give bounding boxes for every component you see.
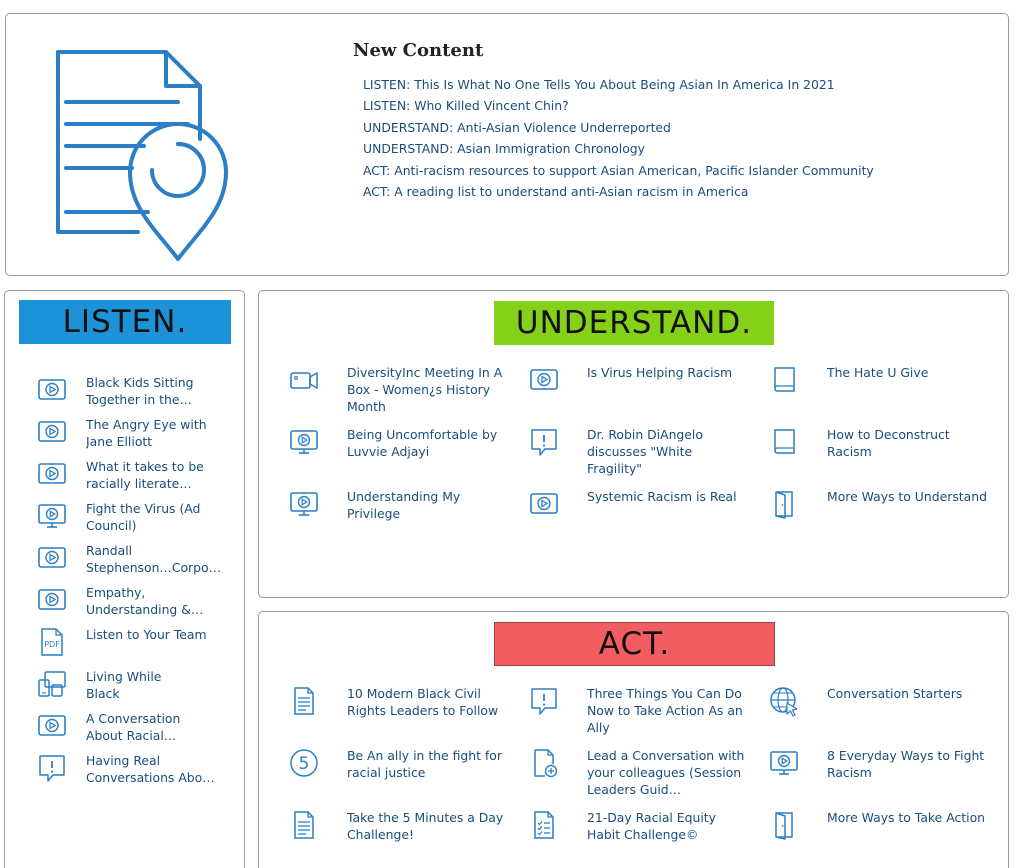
listen-item-label (86, 542, 226, 576)
listen-item-line1: Empathy, (86, 585, 146, 600)
listen-item[interactable] (36, 374, 236, 416)
listen-item-line2: Black (86, 686, 120, 701)
video-play-icon (528, 488, 560, 520)
act-banner: ACT. (494, 622, 775, 666)
act-item[interactable] (288, 685, 528, 747)
new-content-title: New Content (353, 40, 484, 61)
listen-item-line1: Listen to Your Team (86, 627, 207, 642)
globe-cursor-icon (768, 685, 800, 717)
act-item[interactable] (768, 747, 988, 809)
act-item[interactable] (528, 809, 768, 868)
act-item-label: 8 Everyday Ways to Fight Racism (827, 748, 985, 780)
listen-item-line1: The Angry Eye with (86, 417, 207, 432)
video-play-icon (36, 416, 68, 448)
monitor-play-icon (36, 500, 68, 532)
speech-alert-icon (528, 426, 560, 458)
listen-item-label (86, 668, 226, 702)
book-icon (768, 426, 800, 458)
camcorder-icon (288, 364, 320, 396)
act-item[interactable] (768, 685, 988, 747)
listen-item[interactable] (36, 626, 236, 668)
listen-item-line1: Having Real (86, 753, 161, 768)
new-content-link[interactable]: ACT: A reading list to understand anti-Asian racism in America (363, 184, 749, 200)
listen-item[interactable] (36, 542, 236, 584)
listen-item-line2: racially literate… (86, 476, 192, 491)
listen-item[interactable] (36, 668, 236, 710)
listen-item-label (86, 626, 226, 643)
number-five-icon (288, 747, 320, 779)
speech-alert-icon (36, 752, 68, 784)
new-content-list (363, 74, 874, 202)
understand-item[interactable] (528, 426, 768, 488)
listen-item[interactable] (36, 710, 236, 752)
act-grid (288, 685, 988, 868)
book-icon (768, 364, 800, 396)
new-content-link[interactable]: LISTEN: Who Killed Vincent Chin? (363, 98, 569, 114)
act-item-label: Take the 5 Minutes a Day Challenge! (347, 810, 504, 842)
act-item-label: Be An ally in the fight for racial justice (347, 748, 502, 780)
understand-item-label: Being Uncomfortable by Luvvie Adjayi (347, 427, 498, 459)
new-content-link[interactable]: ACT: Anti-racism resources to support Asian American, Pacific Islander Community (363, 162, 874, 178)
understand-item[interactable] (528, 364, 768, 426)
video-play-icon (36, 542, 68, 574)
understand-item[interactable] (768, 364, 988, 426)
understand-item[interactable] (288, 426, 528, 488)
document-add-icon (528, 747, 560, 779)
act-panel (258, 611, 1009, 868)
new-content-link[interactable]: UNDERSTAND: Anti-Asian Violence Underreported (363, 119, 671, 135)
listen-item-label (86, 710, 226, 744)
video-play-icon (528, 364, 560, 396)
listen-item[interactable] (36, 500, 236, 542)
listen-item-label (86, 374, 226, 408)
understand-item[interactable] (288, 364, 528, 426)
document-icon (288, 685, 320, 717)
listen-item[interactable] (36, 584, 236, 626)
listen-item[interactable] (36, 752, 236, 794)
document-icon (288, 809, 320, 841)
listen-banner: LISTEN. (19, 300, 231, 344)
video-play-icon (36, 374, 68, 406)
listen-item-line2: Council) (86, 518, 137, 533)
monitor-play-icon (768, 747, 800, 779)
listen-item-line1: Fight the Virus (Ad (86, 501, 201, 516)
svg-text:PDF: PDF (44, 640, 60, 649)
act-item[interactable] (528, 747, 768, 809)
video-play-icon (36, 458, 68, 490)
listen-item-line2: Together in the… (86, 392, 192, 407)
understand-item-label: Dr. Robin DiAngelo discusses "White Fragility" (587, 427, 703, 476)
listen-item-label (86, 500, 226, 534)
act-item-label: More Ways to Take Action (827, 810, 986, 825)
act-item[interactable] (288, 747, 528, 809)
listen-item-line2: Understanding &… (86, 602, 204, 617)
devices-icon (36, 668, 68, 700)
understand-item-label: DiversityInc Meeting In A Box - Women¿s History Month (347, 365, 503, 414)
listen-item-label (86, 752, 226, 786)
act-item[interactable] (528, 685, 768, 747)
understand-item-label: More Ways to Understand (827, 489, 987, 504)
act-item-label: Three Things You Can Do Now to Take Action As an Ally (587, 686, 743, 735)
checklist-icon (528, 809, 560, 841)
listen-item-line1: Randall (86, 543, 133, 558)
listen-item-line2: Jane Elliott (86, 434, 153, 449)
listen-item-line1: What it takes to be (86, 459, 204, 474)
understand-item-label: How to Deconstruct Racism (827, 427, 950, 459)
understand-item-label: The Hate U Give (827, 365, 929, 380)
monitor-play-icon (288, 488, 320, 520)
new-content-link[interactable]: LISTEN: This Is What No One Tells You About Being Asian In America In 2021 (363, 77, 835, 92)
listen-item-line2: Stephenson…Corpor… (86, 560, 226, 575)
understand-grid (288, 364, 988, 550)
act-item-label: 21-Day Racial Equity Habit Challenge© (587, 810, 716, 842)
listen-item-line2: About Racial… (86, 728, 177, 743)
listen-panel (4, 290, 245, 868)
act-item-label: 10 Modern Black Civil Rights Leaders to Follow (347, 686, 499, 718)
act-item[interactable] (288, 809, 528, 868)
listen-item-label (86, 584, 226, 618)
door-icon (768, 488, 800, 520)
act-item-label: Lead a Conversation with your colleagues (Session Leaders Guid… (587, 748, 745, 797)
listen-item-line1: Black Kids Sitting (86, 375, 194, 390)
new-content-panel (5, 13, 1009, 276)
speech-alert-icon (528, 685, 560, 717)
monitor-play-icon (288, 426, 320, 458)
document-location-pin-icon (48, 44, 233, 264)
understand-item[interactable] (288, 488, 528, 550)
listen-item[interactable] (36, 458, 236, 500)
act-item[interactable] (768, 809, 988, 868)
listen-list (36, 374, 236, 794)
understand-banner: UNDERSTAND. (494, 301, 774, 345)
understand-item-label: Understanding My Privilege (347, 489, 461, 521)
video-play-icon (36, 710, 68, 742)
understand-item-label: Systemic Racism is Real (587, 489, 737, 504)
listen-item-label (86, 458, 226, 492)
listen-item-label (86, 416, 226, 450)
understand-item[interactable] (528, 488, 768, 550)
pdf-icon (36, 626, 68, 658)
listen-item[interactable] (36, 416, 236, 458)
new-content-link[interactable]: UNDERSTAND: Asian Immigration Chronology (363, 141, 645, 157)
svg-text:5: 5 (298, 754, 310, 774)
video-play-icon (36, 584, 68, 616)
understand-panel (258, 290, 1009, 598)
listen-item-line2: Conversations Abo… (86, 770, 215, 785)
understand-item[interactable] (768, 488, 988, 550)
act-item-label: Conversation Starters (827, 686, 963, 701)
listen-item-line1: Living While (86, 669, 162, 684)
understand-item-label: Is Virus Helping Racism (587, 365, 733, 380)
listen-item-line1: A Conversation (86, 711, 181, 726)
understand-item[interactable] (768, 426, 988, 488)
door-icon (768, 809, 800, 841)
